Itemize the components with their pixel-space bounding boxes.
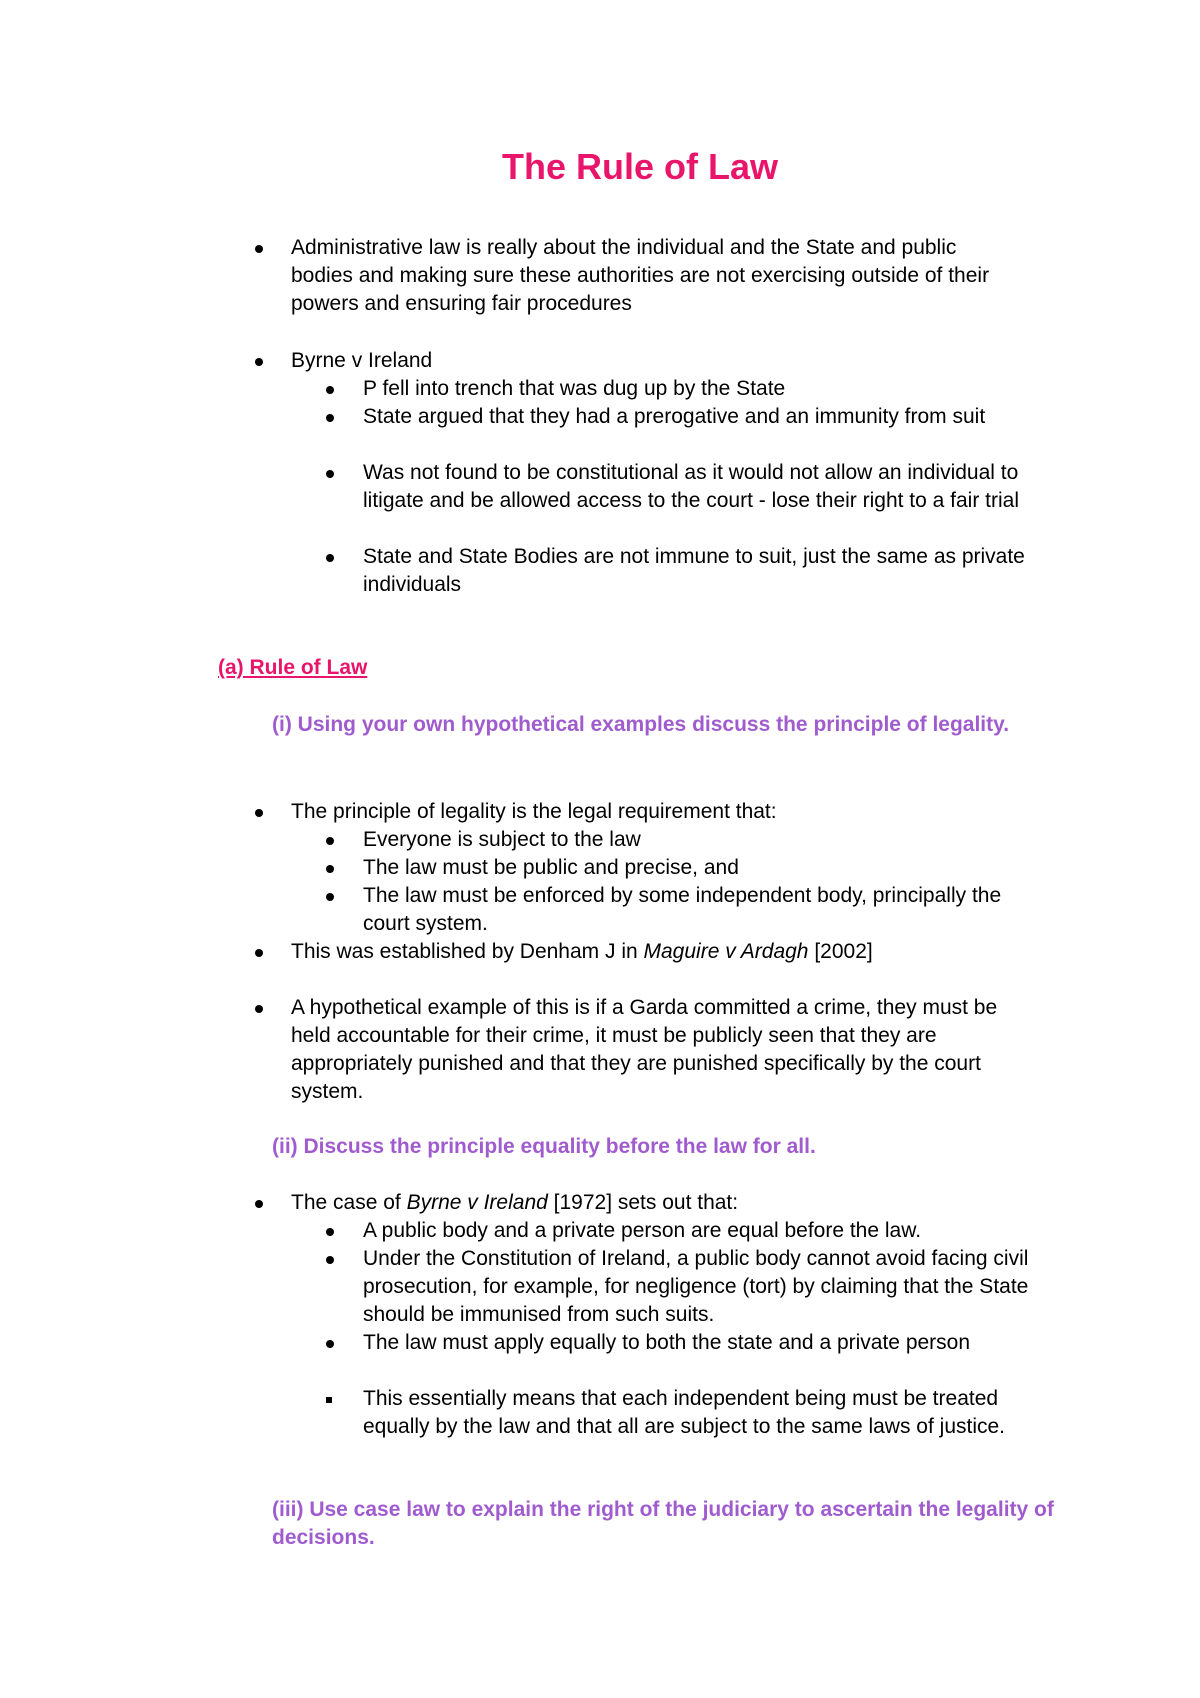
list-item: The principle of legality is the legal requirement that: [291, 800, 777, 823]
bullet-icon [255, 245, 263, 253]
intro-paragraph: Administrative law is really about the individual and the State and public bodies and making sure these authorities are not exercising outside of their powers and ensuring fair procedures [291, 236, 990, 315]
list-item: The law must apply equally to both the state and a private person [363, 1331, 971, 1354]
list-item: P fell into trench that was dug up by the State [363, 377, 786, 400]
text-run: This was established by Denham J in [291, 940, 644, 963]
list-item [291, 938, 1011, 966]
list-item: Was not found to be constitutional as it would not allow an individual to litigate and be allowed access to the court - lose their right to a fair trial [363, 461, 1020, 512]
text-run: The case of [291, 1191, 407, 1214]
question-heading: (i) Using your own hypothetical examples discuss the principle of legality. [272, 713, 1010, 736]
list-item: State argued that they had a prerogative and an immunity from suit [363, 405, 986, 428]
bullet-icon [255, 358, 263, 366]
case-name: Byrne v Ireland [406, 1191, 548, 1214]
text-run: [2002] [808, 940, 873, 963]
bullet-icon [326, 414, 334, 422]
list-item: The law must be public and precise, and [363, 856, 739, 879]
bullet-icon [255, 949, 263, 957]
case-name: Maguire v Ardagh [643, 940, 809, 963]
bullet-icon [326, 554, 334, 562]
list-item [291, 1189, 1011, 1217]
list-item: Under the Constitution of Ireland, a public body cannot avoid facing civil prosecution, for example, for negligence (tort) by claiming that the State should be immunised from such suits. [363, 1247, 1029, 1326]
bullet-icon [326, 1228, 334, 1236]
page-title: The Rule of Law [501, 146, 778, 187]
bullet-icon [326, 865, 334, 873]
list-item: A hypothetical example of this is if a Garda committed a crime, they must be held accountable for their crime, it must be publicly seen that they are appropriately punished and that they are punished specifically by the court system. [291, 996, 998, 1103]
bullet-icon [255, 1005, 263, 1013]
list-item: A public body and a private person are equal before the law. [363, 1219, 922, 1242]
list-item: This essentially means that each independent being must be treated equally by the law and that all are subject to the same laws of justice. [363, 1387, 1006, 1438]
bullet-icon [326, 1340, 334, 1348]
bullet-icon [326, 386, 334, 394]
question-heading: (ii) Discuss the principle equality before the law for all. [272, 1135, 816, 1158]
bullet-icon [326, 1256, 334, 1264]
intro-case-name: Byrne v Ireland [291, 349, 433, 372]
section-heading: (a) Rule of Law [218, 656, 368, 679]
question-heading: (iii) Use case law to explain the right of the judiciary to ascertain the legality of decisions. [272, 1498, 1054, 1549]
bullet-icon [326, 837, 334, 845]
bullet-icon [326, 893, 334, 901]
list-item: The law must be enforced by some independent body, principally the court system. [363, 884, 1002, 935]
bullet-icon [255, 1200, 263, 1208]
list-item: State and State Bodies are not immune to suit, just the same as private individuals [363, 545, 1025, 596]
list-item: Everyone is subject to the law [363, 828, 641, 851]
text-run: [1972] sets out that: [547, 1191, 739, 1214]
bullet-icon [255, 809, 263, 817]
bullet-icon [326, 470, 334, 478]
bullet-icon [326, 1397, 332, 1403]
